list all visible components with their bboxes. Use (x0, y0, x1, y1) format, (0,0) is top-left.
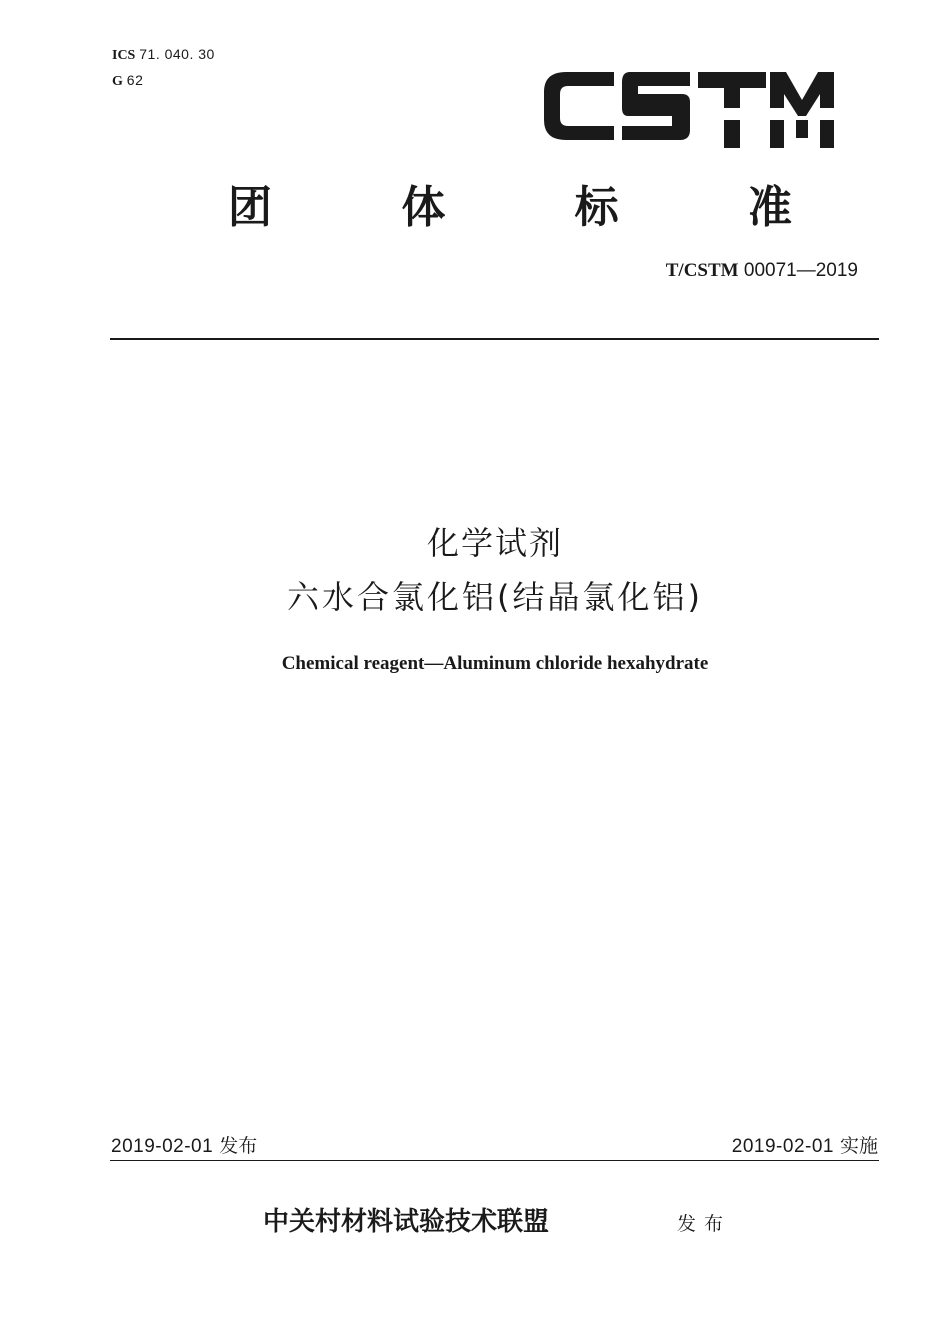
header-divider (110, 338, 879, 340)
standard-type-char: 团 (228, 182, 272, 233)
implement-date-label: 实施 (839, 1136, 878, 1157)
standard-number-code: 00071—2019 (743, 260, 858, 281)
ccs-value: 62 (126, 72, 144, 88)
standard-type-char: 体 (401, 182, 446, 233)
standard-type-heading (220, 178, 800, 238)
standard-number-prefix: T/CSTM (665, 260, 739, 281)
standard-type-char: 标 (574, 182, 619, 233)
ccs-label: G (112, 74, 123, 89)
standard-number (666, 258, 858, 284)
title-english: Chemical reagent—Aluminum chloride hexahydrate (281, 653, 709, 674)
ics-code (112, 46, 215, 64)
issue-date-label: 发布 (219, 1136, 258, 1157)
implement-date (732, 1134, 878, 1160)
implement-date-value: 2019-02-01 (731, 1136, 834, 1157)
publisher-name: 中关村材料试验技术联盟 (263, 1207, 550, 1237)
ccs-code (112, 72, 143, 90)
cstm-logo (538, 64, 838, 148)
ics-value: 71. 040. 30 (139, 46, 215, 62)
ics-label: ICS (112, 48, 136, 63)
issue-date (111, 1134, 257, 1160)
title-chinese-line2: 六水合氯化铝(结晶氯化铝) (287, 578, 703, 616)
issue-date-value: 2019-02-01 (111, 1136, 214, 1157)
standard-type-char: 准 (747, 182, 792, 233)
publisher-action: 发布 (677, 1213, 732, 1235)
title-chinese-line1: 化学试剂 (426, 524, 563, 562)
footer-divider (110, 1160, 879, 1161)
